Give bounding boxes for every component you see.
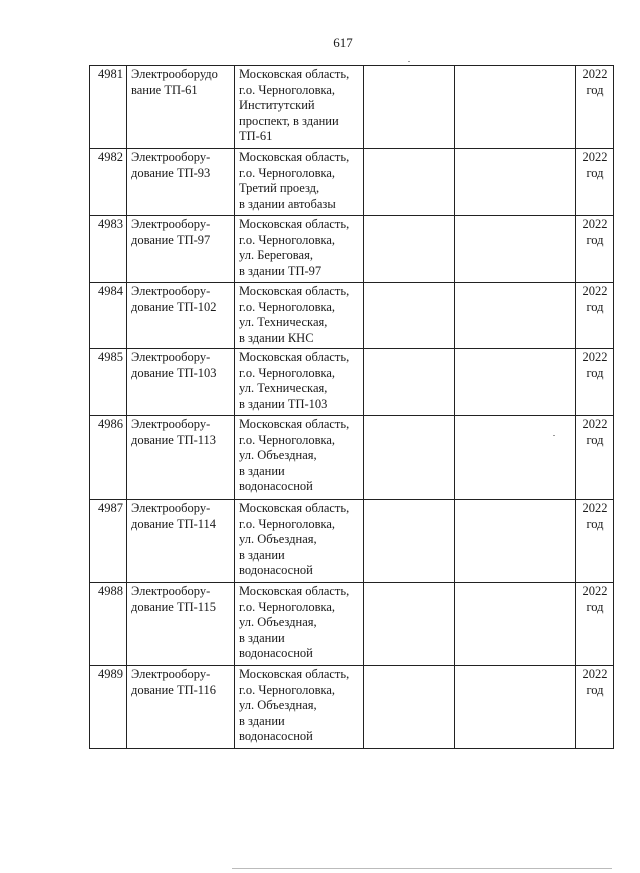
address-line: ул. Объездная, [239,698,317,712]
address-line: ул. Техническая, [239,315,328,329]
year-line: год [586,232,604,247]
address-line: г.о. Черноголовка, [239,599,336,614]
cell-empty-col4 [364,583,455,666]
cell-year [576,216,614,283]
cell-address [235,583,364,666]
cell-equipment-name [127,349,235,416]
table-row [90,416,614,500]
cell-address [235,666,364,749]
cell-year [576,666,614,749]
address-line: г.о. Черноголовка, [239,165,336,180]
address-line: в здании ТП-97 [239,263,322,278]
equipment-name-line: дование ТП-115 [131,599,217,614]
year-line: год [586,365,604,380]
address-line: в здании автобазы [239,196,336,211]
address-line: Московская область, [239,584,350,598]
address-line: Московская область, [239,150,350,164]
address-line: водонасосной [239,646,313,660]
year-line: год [586,165,604,180]
cell-number: 4986 [90,416,127,500]
address-line: водонасосной [239,563,313,577]
cell-empty-col4 [364,283,455,349]
scan-speck [408,61,410,62]
cell-empty-col5 [455,149,576,216]
equipment-name-line: Электрообору- [131,350,211,364]
cell-empty-col5 [455,666,576,749]
address-line: Московская область, [239,350,350,364]
address-line: водонасосной [239,729,313,743]
address-line: Московская область, [239,667,350,681]
scan-speck [553,435,555,436]
address-line: Московская область, [239,501,350,515]
cell-number: 4981 [90,66,127,149]
address-line: г.о. Черноголовка, [239,682,336,697]
equipment-name-line: вание ТП-61 [131,82,198,97]
cell-equipment-name [127,666,235,749]
registry-table-body [90,66,614,749]
cell-empty-col5 [455,349,576,416]
equipment-name-line: дование ТП-93 [131,165,211,180]
year-line: 2022 [582,584,608,598]
cell-address [235,283,364,349]
cell-address [235,349,364,416]
cell-empty-col5 [455,583,576,666]
cell-equipment-name [127,283,235,349]
address-line: Московская область, [239,217,350,231]
cell-empty-col5 [455,416,576,500]
table-row [90,66,614,149]
address-line: в здании [239,713,285,728]
cell-number: 4983 [90,216,127,283]
address-line: ул. Объездная, [239,532,317,546]
address-line: Московская область, [239,284,350,298]
equipment-name-line: Электрообору- [131,501,211,515]
equipment-name-line: дование ТП-113 [131,432,217,447]
cell-number: 4988 [90,583,127,666]
cell-equipment-name [127,583,235,666]
year-line: 2022 [582,284,608,298]
cell-empty-col4 [364,149,455,216]
year-line: 2022 [582,417,608,431]
year-line: год [586,682,604,697]
address-line: ТП-61 [239,129,273,143]
cell-equipment-name [127,500,235,583]
year-line: 2022 [582,350,608,364]
address-line: Третий проезд, [239,181,320,195]
year-line: 2022 [582,217,608,231]
cell-address [235,66,364,149]
address-line: г.о. Черноголовка, [239,516,336,531]
cell-equipment-name [127,66,235,149]
equipment-name-line: Электрообору- [131,217,211,231]
cell-number: 4985 [90,349,127,416]
address-line: ул. Объездная, [239,448,317,462]
cell-empty-col4 [364,66,455,149]
table-row [90,666,614,749]
address-line: Институтский [239,98,315,112]
table-row [90,500,614,583]
cell-empty-col4 [364,416,455,500]
table-row [90,216,614,283]
cell-equipment-name [127,416,235,500]
scan-edge-line [232,868,612,869]
equipment-name-line: дование ТП-97 [131,232,211,247]
cell-address [235,216,364,283]
equipment-name-line: Электрооборудо [131,67,218,81]
cell-equipment-name [127,216,235,283]
cell-year [576,149,614,216]
equipment-name-line: Электрообору- [131,584,211,598]
equipment-name-line: дование ТП-114 [131,516,217,531]
year-line: год [586,432,604,447]
address-line: г.о. Черноголовка, [239,232,336,247]
year-line: год [586,516,604,531]
equipment-name-line: Электрообору- [131,667,211,681]
cell-number: 4989 [90,666,127,749]
address-line: г.о. Черноголовка, [239,365,336,380]
equipment-name-line: дование ТП-103 [131,365,217,380]
cell-number: 4987 [90,500,127,583]
address-line: в здании [239,547,285,562]
address-line: водонасосной [239,479,313,493]
cell-year [576,349,614,416]
table-row [90,349,614,416]
equipment-name-line: Электрообору- [131,284,211,298]
address-line: проспект, в здании [239,113,339,128]
address-line: в здании [239,463,285,478]
address-line: ул. Техническая, [239,381,328,395]
address-line: в здании [239,630,285,645]
cell-year [576,66,614,149]
cell-year [576,500,614,583]
cell-empty-col4 [364,666,455,749]
address-line: Московская область, [239,417,350,431]
address-line: Московская область, [239,67,350,81]
cell-address [235,500,364,583]
year-line: год [586,82,604,97]
table-row [90,583,614,666]
cell-empty-col4 [364,216,455,283]
cell-empty-col5 [455,500,576,583]
equipment-name-line: Электрообору- [131,150,211,164]
address-line: в здании КНС [239,330,314,345]
cell-year [576,283,614,349]
cell-empty-col5 [455,66,576,149]
cell-empty-col4 [364,500,455,583]
cell-year [576,583,614,666]
address-line: г.о. Черноголовка, [239,299,336,314]
year-line: 2022 [582,501,608,515]
year-line: 2022 [582,67,608,81]
address-line: ул. Объездная, [239,615,317,629]
cell-empty-col5 [455,283,576,349]
registry-table [89,65,614,749]
cell-number: 4982 [90,149,127,216]
equipment-name-line: дование ТП-116 [131,682,217,697]
table-row [90,283,614,349]
cell-address [235,416,364,500]
cell-equipment-name [127,149,235,216]
year-line: год [586,599,604,614]
cell-year [576,416,614,500]
cell-empty-col4 [364,349,455,416]
year-line: 2022 [582,150,608,164]
year-line: 2022 [582,667,608,681]
cell-empty-col5 [455,216,576,283]
equipment-name-line: дование ТП-102 [131,299,217,314]
address-line: в здании ТП-103 [239,396,328,411]
page-number: 617 [333,35,353,50]
address-line: г.о. Черноголовка, [239,432,336,447]
table-row [90,149,614,216]
address-line: г.о. Черноголовка, [239,82,336,97]
address-line: ул. Береговая, [239,248,313,262]
year-line: год [586,299,604,314]
cell-number: 4984 [90,283,127,349]
equipment-name-line: Электрообору- [131,417,211,431]
cell-address [235,149,364,216]
